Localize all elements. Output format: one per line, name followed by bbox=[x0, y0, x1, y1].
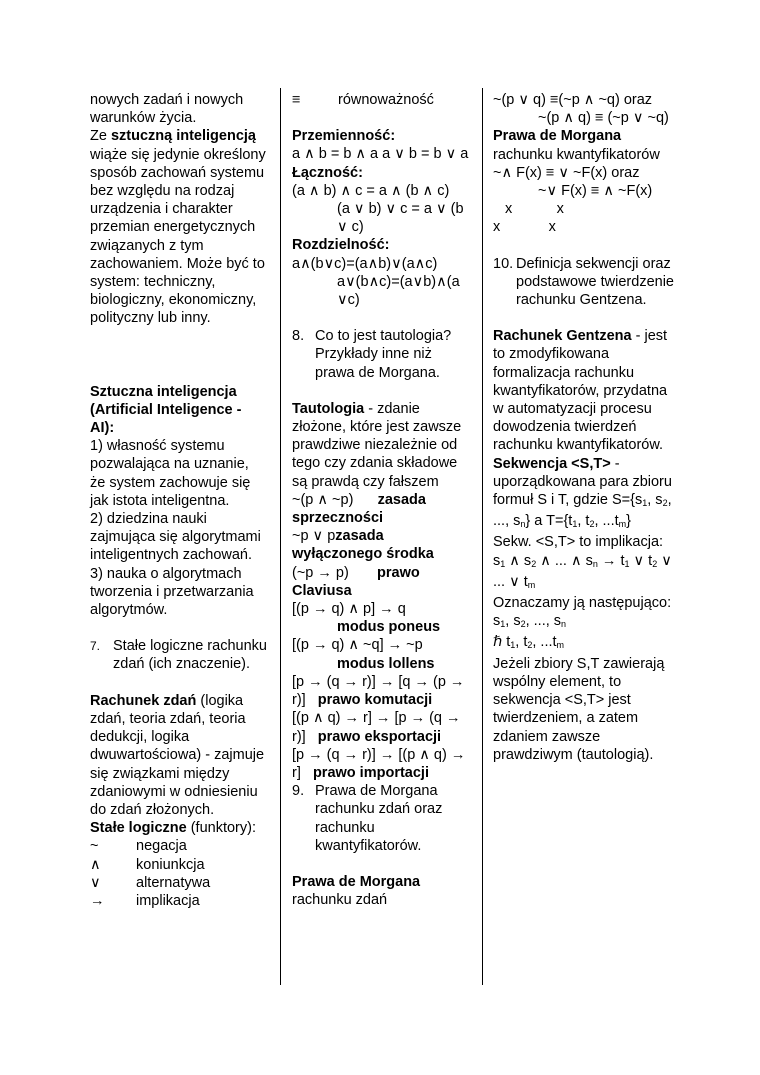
ai-definition-2: 2) dziedzina nauki zajmująca się algorytmami inteligentnych zachowań. bbox=[90, 511, 261, 564]
quantifier-variables-1: x x bbox=[505, 201, 564, 218]
formula-4-name: modus poneus bbox=[337, 619, 441, 636]
law-distributivity-1: a∧(b∨c)=(a∧b)∨(a∧c) bbox=[292, 255, 438, 272]
ai-definition-1: 1) własność systemu pozwalająca na uznanie, że system zachowuje się jak istota inteligentna. bbox=[90, 438, 251, 509]
law-distributivity-2: a∨(b∧c)=(a∨b)∧(a ∨c) bbox=[337, 273, 460, 309]
formula-2: ~p ∨ pzasada wyłączonego środka bbox=[292, 528, 434, 563]
quantifier-formula-1: ~∧ F(x) ≡ ∨ ~F(x) oraz bbox=[493, 164, 640, 181]
heading-de-morgan-kwantyfikatorow: Prawa de Morgana bbox=[493, 128, 622, 145]
paragraph-implikacja: Sekw. <S,T> to implikacja: $s_1$ ∧ $s_2$ ∧ ... ∧ $s_n \to t_1$ ∨ $t_2$ ∨ ... ∨ $t_m$ bbox=[493, 534, 672, 590]
formula-7: [(p ∧ q) → r] → [p → (q → r)] prawo eksportacji bbox=[292, 710, 461, 745]
paragraph-tautologia: Tautologia - zdanie złożone, które jest zawsze prawdziwe niezależnie od tego czy zdania składowe są prawdą czy fałszem bbox=[292, 400, 462, 490]
quantifier-variables-2: x x bbox=[493, 219, 556, 236]
operator-row: ∧ koniunkcja bbox=[90, 856, 205, 873]
law-associativity-or: (a ∨ b) ∨ c = a ∨ (b ∨ c) bbox=[337, 201, 464, 236]
question-8: 8. Co to jest tautologia? Przykłady inne niż prawa de Morgana. bbox=[292, 328, 452, 381]
paragraph-rachunek-gentzena: Rachunek Gentzena - jest to zmodyfikowana formalizacja rachunku kwantyfikatorów, przydatna w automatyzacji procesu dowodzenia twierdzeń rachunku kwantyfikatorów. bbox=[493, 328, 668, 454]
formula-3: (~p → p) prawo Claviusa bbox=[292, 564, 420, 599]
law-commutativity: a ∧ b = b ∧ a a ∨ b = b ∨ a bbox=[292, 146, 469, 163]
ai-definition-heading: Sztuczna inteligencja (Artificial Inteligence - AI): bbox=[90, 383, 242, 437]
term-ai: sztuczną inteligencją bbox=[110, 128, 256, 145]
question-9: 9. Prawa de Morgana rachunku zdań oraz rachunku kwantyfikatorów. bbox=[292, 783, 443, 854]
paragraph-rachunek-zdan: Rachunek zdań (logika zdań, teoria zdań, teoria dedukcji, logika dwuwartościowa) - zajmuje się związkami między zdaniowymi w odniesieniu do zdań złożonych. bbox=[90, 692, 265, 818]
formula-5: [(p → q) ∧ ~q] → ~p bbox=[292, 637, 423, 654]
formula-1: ~(p ∧ ~p) zasada sprzeczności bbox=[292, 491, 426, 527]
heading-lacznosc: Łączność: bbox=[292, 164, 363, 181]
paragraph-oznaczenie: Oznaczamy ją następująco: $s_1$, $s_2$, ..., $s_n$ ℏ $t_1$, $t_2$, $...t_m$ bbox=[493, 595, 672, 651]
column-divider-2 bbox=[482, 88, 483, 985]
column-2 bbox=[292, 91, 472, 909]
heading-przemiennosc: Przemienność: bbox=[292, 128, 396, 145]
paragraph-ai-system: Ze sztuczną inteligencją wiąże się jedynie określony sposób zachowań systemu bez względu na rodzaj urządzenia i charakter przemian energetycznych związanych z tym zachowaniem. Może być to system: techniczny, biologiczny, ekonomiczny, polityczny lub inny. bbox=[90, 128, 266, 327]
quantifier-formula-2: ~∨ F(x) ≡ ∧ ~F(x) bbox=[538, 183, 653, 200]
de-morgan-zdan-subtitle: rachunku zdań bbox=[292, 892, 388, 909]
heading-rozdzielnosc: Rozdzielność: bbox=[292, 237, 390, 254]
formula-8: [p → (q → r)] → [(p ∧ q) → r] prawo importacji bbox=[292, 746, 466, 781]
law-associativity-and: (a ∧ b) ∧ c = a ∧ (b ∧ c) bbox=[292, 182, 450, 199]
question-10: 10. Definicja sekwencji oraz podstawowe twierdzenie rachunku Gentzena. bbox=[493, 255, 674, 309]
formula-4: [(p → q) ∧ p] → q bbox=[292, 601, 406, 618]
ai-definition-3: 3) nauka o algorytmach tworzenia i przetwarzania algorytmów. bbox=[90, 565, 254, 619]
paragraph-twierdzenie: Jeżeli zbiory S,T zawierają wspólny element, to sekwencja <S,T> jest twierdzeniem, a zatem zdaniem zawsze prawdziwym (tautologią). bbox=[493, 655, 665, 763]
de-morgan-kwantyfikatorow-subtitle: rachunku kwantyfikatorów bbox=[493, 146, 660, 163]
paragraph-intro-end: nowych zadań i nowych warunków życia. bbox=[90, 92, 244, 127]
de-morgan-formula-1: ~(p ∨ q) ≡(~p ∧ ~q) oraz bbox=[493, 92, 653, 108]
column-divider-1 bbox=[280, 88, 281, 985]
logical-constants-heading: Stałe logiczne (funktory): bbox=[90, 820, 256, 837]
column-1 bbox=[90, 91, 268, 910]
operator-row: ∨ alternatywa bbox=[90, 874, 211, 891]
formula-6: [p → (q → r)] → [q → (p → r)] prawo komutacji bbox=[292, 673, 465, 709]
operator-row: → implikacja bbox=[90, 892, 200, 909]
heading-de-morgan-zdan: Prawa de Morgana bbox=[292, 873, 421, 890]
question-7: 7. Stałe logiczne rachunku zdań (ich znaczenie). bbox=[90, 638, 267, 673]
operator-row: ~ negacja bbox=[90, 838, 187, 855]
paragraph-sekwencja: Sekwencja <S,T> - uporządkowana para zbioru formuł S i T, gdzie $S=\{s_1$, $s_2$, ..., $s_n$} a $T=\{t_1$, $t_2$, $...t_m$} bbox=[493, 455, 672, 530]
operator-row: ≡ równoważność bbox=[292, 92, 434, 108]
formula-5-name: modus lollens bbox=[337, 655, 435, 672]
de-morgan-formula-2: ~(p ∧ q) ≡ (~p ∨ ~q) bbox=[538, 110, 669, 127]
column-3 bbox=[493, 91, 676, 764]
